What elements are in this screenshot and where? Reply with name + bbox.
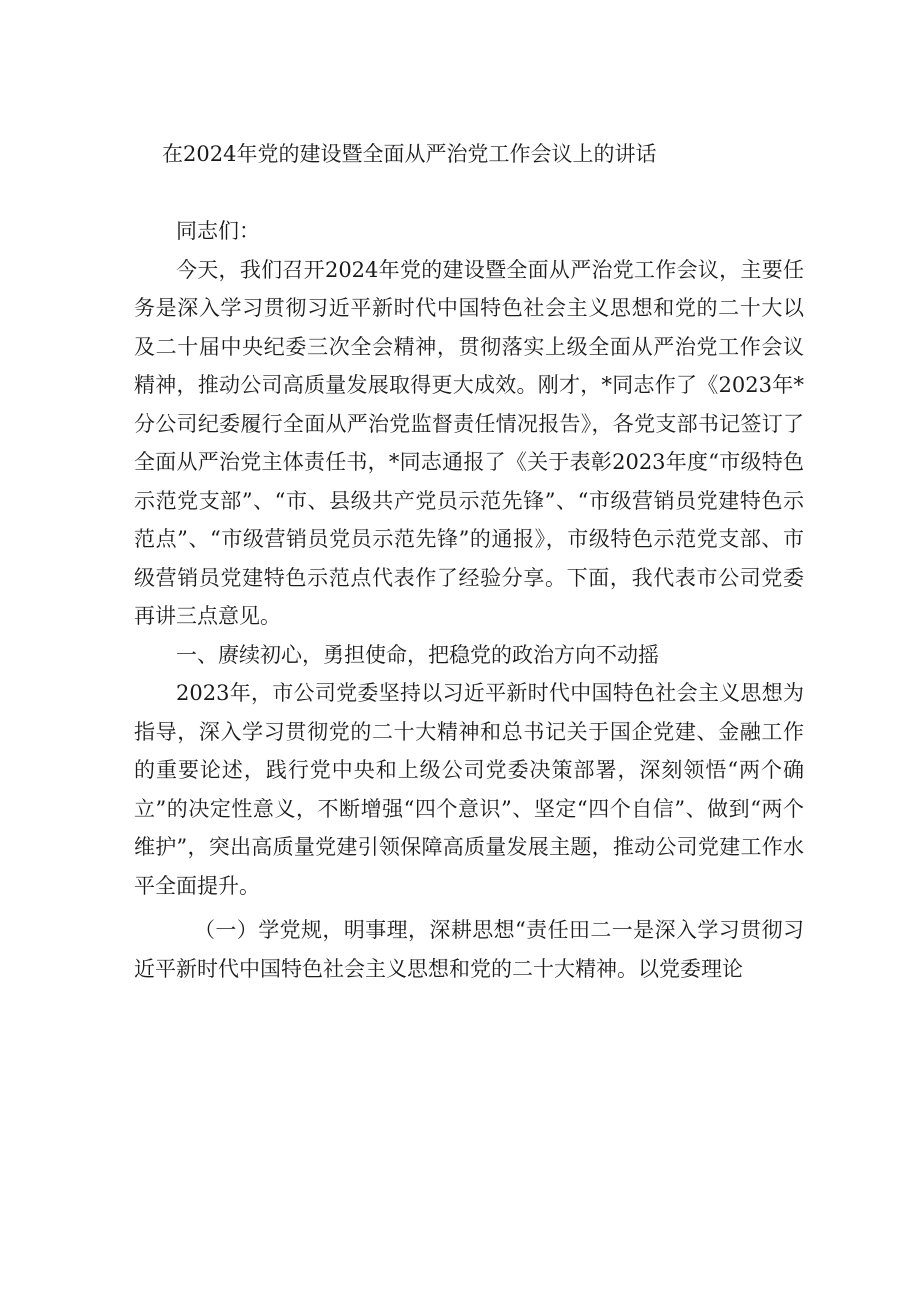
document-title: 在2024年党的建设暨全面从严治党工作会议上的讲话 (162, 142, 657, 166)
subsection-one-paragraph: （一）学党规，明事理，深耕思想“责任田二一是深入学习贯彻习近平新时代中国特色社会主义思想和党的二十大精神。以党委理论 (134, 918, 804, 981)
intro-paragraph: 今天，我们召开2024年党的建设暨全面从严治党工作会议，主要任务是深入学习贯彻习近平新时代中国特色社会主义思想和党的二十大以及二十届中央纪委三次全会精神，贯彻落实上级全面从严治党工作会议精神，推动公司高质量发展取得更大成效。刚才，*同志作了《2023年*分公司纪委履行全面从严治党监督责任情况报告》，各党支部书记签订了全面从严治党主体责任书，*同志通报了《关于表彰2023年度“市级特色示范党支部”、“市、县级共产党员示范先锋”、“市级营销员党建特色示范点”、“市级营销员党员示范先锋”的通报》，市级特色示范党支部、市级营销员党建特色示范点代表作了经验分享。下面，我代表市公司党委再讲三点意见。 (134, 257, 804, 628)
salutation: 同志们： (176, 219, 260, 243)
document-body (134, 212, 804, 988)
section-one-paragraph: 2023年，市公司党委坚持以习近平新时代中国特色社会主义思想为指导，深入学习贯彻党的二十大精神和总书记关于国企党建、金融工作的重要论述，践行党中央和上级公司党委决策部署，深刻领悟“两个确立”的决定性意义，不断增强“四个意识”、坚定“四个自信”、做到“两个维护”，突出高质量党建引领保障高质量发展主题，推动公司党建工作水平全面提升。 (134, 681, 804, 898)
section-one-heading: 一、赓续初心，勇担使命，把稳党的政治方向不动摇 (176, 642, 659, 667)
